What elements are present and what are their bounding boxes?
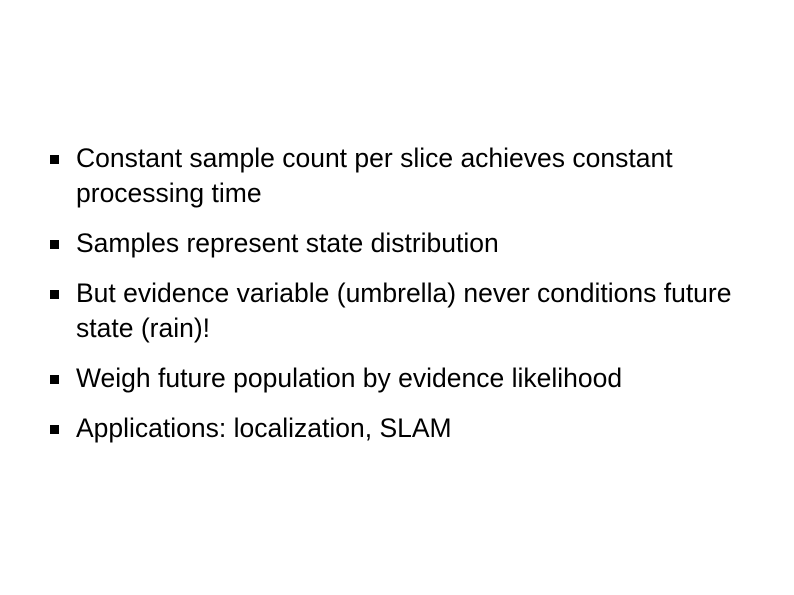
square-bullet-icon bbox=[50, 290, 59, 299]
bullet-text: Samples represent state distribution bbox=[76, 228, 499, 258]
bullet-text: But evidence variable (umbrella) never conditions future state (rain)! bbox=[76, 278, 732, 343]
square-bullet-icon bbox=[50, 425, 59, 434]
square-bullet-icon bbox=[50, 155, 59, 164]
bullet-item bbox=[50, 411, 770, 446]
bullet-text: Applications: localization, SLAM bbox=[76, 413, 452, 443]
bullet-list bbox=[50, 141, 770, 461]
bullet-text: Weigh future population by evidence likelihood bbox=[76, 363, 623, 393]
square-bullet-icon bbox=[50, 240, 59, 249]
bullet-text: Constant sample count per slice achieves constant processing time bbox=[76, 143, 673, 208]
square-bullet-icon bbox=[50, 375, 59, 384]
bullet-item bbox=[50, 141, 770, 211]
bullet-item bbox=[50, 276, 770, 346]
bullet-item bbox=[50, 226, 770, 261]
bullet-item bbox=[50, 361, 770, 396]
